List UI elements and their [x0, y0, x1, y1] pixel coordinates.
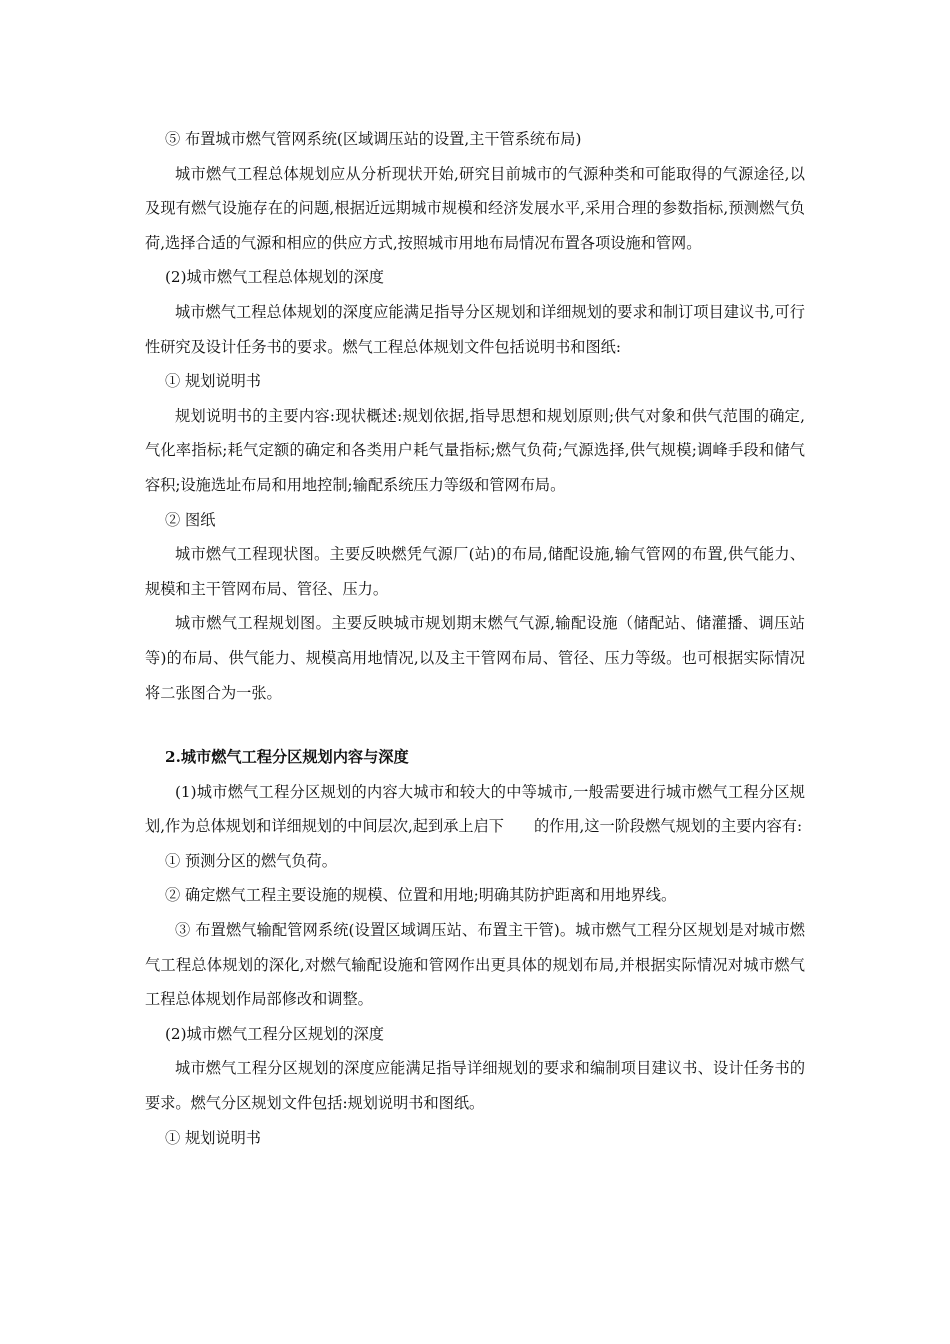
paragraph: 城市燃气工程总体规划的深度应能满足指导分区规划和详细规划的要求和制订项目建议书,可行性研究及设计任务书的要求。燃气工程总体规划文件包括说明书和图纸: [145, 302, 805, 356]
list-item: ⑤ 布置城市燃气管网系统(区域调压站的设置,主干管系统布局) [165, 130, 582, 148]
paragraph: 城市燃气工程规划图。主要反映城市规划期末燃气气源,输配设施（储配站、储灌播、调压站等)的布局、供气能力、规模高用地情况,以及主干管网布局、管径、压力等级。也可根据实际情况将二张图合为一张。 [145, 614, 805, 702]
section-heading: 2.城市燃气工程分区规划内容与深度 [165, 748, 409, 767]
list-item: ③ 布置燃气输配管网系统(设置区域调压站、布置主干管)。城市燃气工程分区规划是对城市燃气工程总体规划的深化,对燃气输配设施和管网作出更具体的规划布局,并根据实际情况对城市燃气工程总体规划作局部修改和调整。 [145, 921, 805, 1009]
list-item: ② 图纸 [165, 510, 216, 529]
paragraph: 规划说明书的主要内容:现状概述:规划依据,指导思想和规划原则;供气对象和供气范围的确定,气化率指标;耗气定额的确定和各类用户耗气量指标;燃气负荷;气源选择,供气规模;调峰手段和储气容积;设施选址布局和用地控制;输配系统压力等级和管网布局。 [145, 406, 805, 494]
list-item: ② 确定燃气工程主要设施的规模、位置和用地;明确其防护距离和用地界线。 [165, 886, 677, 905]
paragraph: 城市燃气工程总体规划应从分析现状开始,研究目前城市的气源种类和可能取得的气源途径,以及现有燃气设施存在的问题,根据近远期城市规模和经济发展水平,采用合理的参数指标,预测燃气负荷,选择合适的气源和相应的供应方式,按照城市用地布局情况布置各项设施和管网。 [145, 164, 805, 252]
paragraph: 城市燃气工程分区规划的深度应能满足指导详细规划的要求和编制项目建议书、设计任务书的要求。燃气分区规划文件包括:规划说明书和图纸。 [145, 1059, 805, 1113]
paragraph: 城市燃气工程现状图。主要反映燃凭气源厂(站)的布局,储配设施,输气管网的布置,供气能力、规模和主干管网布局、管径、压力。 [145, 545, 805, 598]
paragraph-text-part: (1)城市燃气工程分区规划的内容大城市和较大的中等城市,一般需要进行城市燃气工程分区规划,作为总体规划和详细规划的中间层次,起到承上启下 [145, 782, 805, 836]
list-item: ① 规划说明书 [165, 372, 261, 391]
paragraph-text-part: 的作用,这一阶段燃气规划的主要内容有: [533, 817, 803, 836]
document-page [145, 122, 805, 1155]
list-item: ① 规划说明书 [165, 1128, 261, 1147]
list-item: ① 预测分区的燃气负荷。 [165, 851, 337, 870]
subheading: (2)城市燃气工程总体规划的深度 [165, 268, 384, 287]
subheading: (2)城市燃气工程分区规划的深度 [165, 1024, 384, 1043]
paragraph [145, 775, 805, 844]
